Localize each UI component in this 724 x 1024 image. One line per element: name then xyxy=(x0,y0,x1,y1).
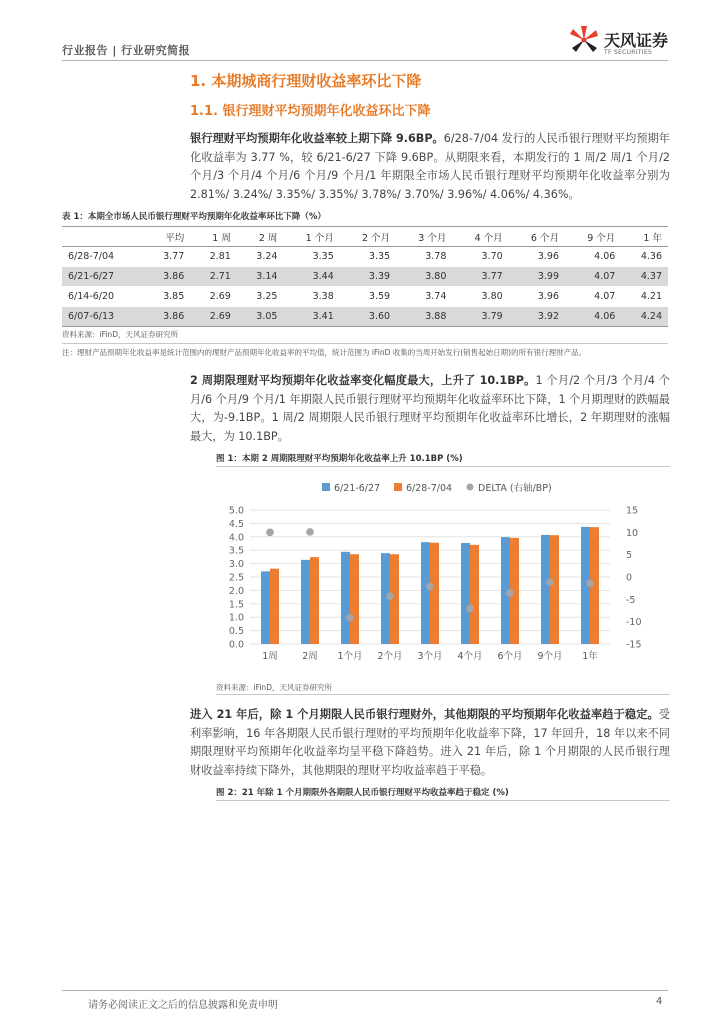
table-cell: 2.69 xyxy=(209,291,231,302)
y2-tick-label: -15 xyxy=(626,639,642,651)
figure-2-caption: 图 2：21 年除 1 个月期限外各期限人民币银行理财平均收益率趋于稳定 (%) xyxy=(216,788,509,798)
y-tick-label: 0.0 xyxy=(228,639,244,651)
bar xyxy=(341,552,350,644)
table-cell: 4.06 xyxy=(594,251,616,262)
table-cell: 3.35 xyxy=(312,251,334,262)
x-tick-label: 9个月 xyxy=(537,651,563,662)
paragraph-3-lead: 进入 21 年后，除 1 个月期限人民币银行理财外，其他期限的平均预期年化收益率趋于稳定。 xyxy=(190,708,659,721)
y-tick-label: 5.0 xyxy=(228,505,244,517)
y2-tick-label: 0 xyxy=(626,572,633,584)
table-cell: 3.60 xyxy=(368,311,391,322)
delta-point xyxy=(426,583,434,591)
figure-1-bottom-rule xyxy=(216,694,670,695)
delta-point xyxy=(386,592,394,600)
table-cell: 3.74 xyxy=(425,291,447,302)
y-tick-label: 1.5 xyxy=(228,599,244,611)
figure-1-top-rule xyxy=(216,466,670,467)
table-cell: 4.21 xyxy=(640,291,662,302)
y2-tick-label: -5 xyxy=(626,594,636,606)
x-tick-label: 1个月 xyxy=(337,651,363,662)
paragraph-2 xyxy=(190,372,670,446)
paragraph-1-body: 6/28-7/04 发行的人民币银行理财平均预期年化收益率为 3.77 %，较 6/21-6/27 下降 9.6BP。从期限来看，本期发行的 1 周/2 周/1 个月/2 个月/3 个月/4 个月/6 个月/9 个月/1 年期限全市场人民币银行理财平均预期年化收益率分别为 2.81%/ 3.24%/ 3.35%/ 3.35%/ 3.78%/ 3.70%/ 3.96%/ 4.06%/ 4.36%。 xyxy=(190,132,670,201)
table-header: 1 个月 xyxy=(305,232,334,244)
table-header xyxy=(62,227,144,247)
table-cell: 4.07 xyxy=(594,291,616,302)
yield-bar-chart xyxy=(210,468,670,678)
table-cell: 3.96 xyxy=(537,291,559,302)
y-tick-label: 2.5 xyxy=(228,572,244,584)
legend-label: DELTA (右轴/BP) xyxy=(478,483,552,494)
bar xyxy=(310,557,319,644)
chart-legend xyxy=(322,482,552,494)
paragraph-2-lead: 2 周期限理财平均预期年化收益率变化幅度最大，上升了 10.1BP。 xyxy=(190,374,536,387)
table-cell: 3.25 xyxy=(256,291,278,302)
table-cell: 2.81 xyxy=(209,251,231,262)
y-tick-label: 4.5 xyxy=(228,518,244,530)
table-header: 9 个月 xyxy=(587,232,616,244)
table-cell: 3.86 xyxy=(163,311,185,322)
table-cell: 4.24 xyxy=(640,311,662,322)
figure-1-caption: 图 1：本期 2 周期限理财平均预期年化收益率上升 10.1BP (%) xyxy=(216,454,463,464)
table-cell: 3.77 xyxy=(163,251,185,262)
table-cell: 3.41 xyxy=(312,311,334,322)
table-cell: 3.80 xyxy=(481,291,503,302)
delta-point xyxy=(546,579,554,587)
y2-tick-label: -10 xyxy=(626,617,642,629)
section-heading: 1. 本期城商行理财收益率环比下降 xyxy=(190,72,422,90)
footer-divider xyxy=(62,990,668,991)
y2-tick-label: 15 xyxy=(626,505,639,517)
subsection-heading: 1.1. 银行理财平均预期年化收益环比下降 xyxy=(190,104,431,119)
bar xyxy=(541,535,550,644)
page-number: 4 xyxy=(656,996,663,1007)
brand-sub: TF SECURITIES xyxy=(604,49,653,56)
table-cell: 3.86 xyxy=(163,271,185,282)
legend-marker xyxy=(467,484,474,491)
table-cell: 2.71 xyxy=(209,271,231,282)
bar xyxy=(461,543,470,644)
y-tick-label: 0.5 xyxy=(228,626,244,638)
delta-point xyxy=(466,604,474,612)
table-cell: 3.96 xyxy=(537,251,559,262)
table-cell: 3.79 xyxy=(481,311,503,322)
table-cell: 3.38 xyxy=(312,291,334,302)
y-tick-label: 1.0 xyxy=(228,612,244,624)
left-axis-ticks xyxy=(229,506,244,651)
table-cell: 3.78 xyxy=(425,251,447,262)
bar xyxy=(261,571,270,644)
delta-point xyxy=(506,589,514,597)
table-header: 6 个月 xyxy=(530,232,559,244)
bar xyxy=(470,545,479,644)
table-header: 1 周 xyxy=(212,232,231,244)
bar xyxy=(350,554,359,644)
table-cell: 3.80 xyxy=(425,271,447,282)
y-tick-label: 3.0 xyxy=(228,559,244,571)
table-cell: 6/07-6/13 xyxy=(68,311,115,322)
x-tick-label: 2周 xyxy=(302,651,318,662)
bar xyxy=(430,543,439,644)
table-header: 2 周 xyxy=(258,232,278,244)
legend-label: 6/28-7/04 xyxy=(406,483,453,494)
y-tick-label: 3.5 xyxy=(228,545,244,557)
table-cell: 4.37 xyxy=(640,271,662,282)
table-cell: 3.44 xyxy=(312,271,334,282)
bar xyxy=(550,535,559,644)
table-cell: 3.92 xyxy=(537,311,559,322)
table-cell: 3.59 xyxy=(368,291,391,302)
x-axis-ticks xyxy=(262,650,598,662)
table-cell: 6/28-7/04 xyxy=(68,251,115,262)
note-divider xyxy=(62,343,668,344)
brand-name: 天风证券 xyxy=(604,31,669,50)
table-cell: 4.06 xyxy=(594,311,616,322)
table-cell: 3.99 xyxy=(537,271,559,282)
table-cell: 3.24 xyxy=(256,251,278,262)
paragraph-3-body: 受利率影响，16 年各期限人民币银行理财的平均预期年化收益率下降，17 年回升，18 年以来不同期限理财平均预期年化收益率均呈平稳下降趋势。进入 21 年后，除 1 个月期限的人民币银行理财收益率持续下降外，其他期限的理财平均收益率趋于平稳。 xyxy=(190,708,670,777)
table-caption: 表 1：本期全市场人民币银行理财平均预期年化收益率环比下降（%） xyxy=(62,212,326,222)
table-header-row xyxy=(62,227,668,247)
y-tick-label: 2.0 xyxy=(228,585,244,597)
table-cell: 4.07 xyxy=(594,271,616,282)
right-axis-ticks xyxy=(626,506,642,651)
table-header: 1 年 xyxy=(643,232,662,244)
figure-1-source: 资料来源：iFinD，天风证券研究所 xyxy=(216,683,332,692)
table-cell: 6/14-6/20 xyxy=(68,291,115,302)
table-source: 资料来源：iFinD，天风证券研究所 xyxy=(62,330,178,339)
disclaimer: 请务必阅读正文之后的信息披露和免责申明 xyxy=(88,1000,278,1011)
legend-label: 6/21-6/27 xyxy=(334,483,381,494)
table-cell: 3.85 xyxy=(163,291,185,302)
y2-tick-label: 5 xyxy=(626,550,633,562)
x-tick-label: 6个月 xyxy=(497,651,523,662)
table-note: 注：理财产品预期年化收益率是统计范围内的理财产品预期年化收益率的平均值，统计范围为 iFinD 收集的当周开始发行(销售起始日期)的所有银行理财产品。 xyxy=(62,348,587,357)
legend-marker xyxy=(322,483,330,491)
table-cell: 3.05 xyxy=(256,311,278,322)
paragraph-2-body: 1 个月/2 个月/3 个月/4 个月/6 个月/9 个月/1 年期限人民币银行理财平均预期年化收益率环比下降，1 个月期理财的跌幅最大，为-9.1BP。1 周/2 周期限人民币银行理财平均预期年化收益率环比增长，2 年期理财的涨幅最大，为 10.1BP。 xyxy=(190,374,670,443)
bar xyxy=(270,569,279,644)
y-tick-label: 4.0 xyxy=(228,532,244,544)
header-divider xyxy=(62,60,668,61)
x-tick-label: 1周 xyxy=(262,651,278,662)
table-row xyxy=(62,267,668,287)
table-cell: 6/21-6/27 xyxy=(68,271,115,282)
x-tick-label: 2个月 xyxy=(377,651,403,662)
report-type: 行业报告 | 行业研究简报 xyxy=(62,44,191,57)
table-cell: 3.14 xyxy=(256,271,278,282)
yield-table xyxy=(62,226,668,327)
x-tick-label: 4个月 xyxy=(457,651,483,662)
table-cell: 4.36 xyxy=(640,251,662,262)
paragraph-1-lead: 银行理财平均预期年化收益率较上期下降 9.6BP。 xyxy=(190,132,444,145)
delta-point xyxy=(306,528,314,536)
delta-point xyxy=(266,529,274,537)
y2-tick-label: 10 xyxy=(626,527,639,539)
table-header: 4 个月 xyxy=(474,232,503,244)
table-cell: 3.35 xyxy=(368,251,391,262)
x-tick-label: 3个月 xyxy=(417,651,443,662)
bar xyxy=(301,560,310,644)
figure-2-top-rule xyxy=(216,800,670,801)
paragraph-1 xyxy=(190,130,670,204)
table-cell: 3.77 xyxy=(481,271,503,282)
table-header: 平均 xyxy=(165,232,185,244)
table-cell: 2.69 xyxy=(209,311,231,322)
table-cell: 3.39 xyxy=(368,271,391,282)
table-row xyxy=(62,307,668,327)
bar xyxy=(421,542,430,644)
table-header: 2 个月 xyxy=(361,232,391,244)
table-header: 3 个月 xyxy=(418,232,447,244)
table-row xyxy=(62,247,668,267)
table-cell: 3.70 xyxy=(481,251,503,262)
x-tick-label: 1年 xyxy=(582,651,598,662)
paragraph-3 xyxy=(190,706,670,780)
table-row xyxy=(62,287,668,307)
delta-point xyxy=(586,579,594,587)
table-cell: 3.88 xyxy=(425,311,447,322)
delta-point xyxy=(346,614,354,622)
legend-marker xyxy=(394,483,402,491)
